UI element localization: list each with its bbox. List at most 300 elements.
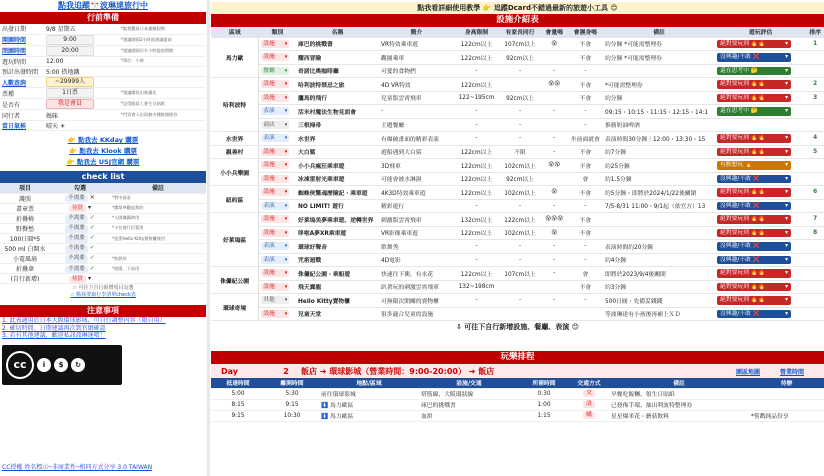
mode-dropdown[interactable]: 交 <box>583 390 595 398</box>
eval-dropdown[interactable]: 絕對要玩到 🔥🔥 ▾ <box>717 229 791 238</box>
schedule-facility[interactable]: 庫巴的挑戰書 <box>419 399 519 410</box>
wet-info <box>568 307 603 321</box>
type-dropdown[interactable]: 設施 ▾ <box>261 148 289 156</box>
checklist-note: *扭蛋Hello Kitty賣物櫃使用 <box>110 233 206 243</box>
dizzy-rating <box>541 51 568 65</box>
prep-note: *門票會入出同無多種餘額理券 <box>119 110 206 120</box>
checklist-link[interactable]: ☆ 點我要取行李清單check表 <box>70 292 136 299</box>
eval-dropdown[interactable]: 沒興趣/不敢 ❌ ▾ <box>717 53 791 62</box>
prep-note: *建議購買出來優先 <box>119 88 206 99</box>
prep-value[interactable]: 20:00 <box>46 46 94 56</box>
notice-item[interactable]: 1. 此表適用於日本大阪環球影城，可自行調整內容（限自用） <box>2 317 166 325</box>
prep-value[interactable]: 1日票 <box>46 88 94 98</box>
dizzy-rating: - <box>541 145 568 159</box>
prep-row <box>0 110 206 120</box>
buy-link-row <box>0 135 206 146</box>
attraction-row <box>211 294 824 308</box>
type-dropdown[interactable]: 設施 ▾ <box>261 188 289 196</box>
prep-value[interactable]: 晴天 ☀ <box>46 122 66 130</box>
attraction-intro: 有爆破畫面的精彩表演 <box>379 132 454 146</box>
attraction-name: NO LIMIT! 遊行 <box>296 199 379 213</box>
check-icon: ✓ <box>89 244 95 252</box>
attraction-name: 飛天翼龍 <box>296 280 379 294</box>
left-panel <box>0 0 206 476</box>
schedule-note[interactable]: 已發佈手環、抽出利波特整理券 <box>609 399 749 410</box>
attraction-note: 等波琳達有小孩後再補上ＸＤ <box>603 307 715 321</box>
attraction-intro: 歌舞秀 <box>379 240 454 254</box>
order-number <box>806 307 824 321</box>
type-cell[interactable] <box>259 159 296 173</box>
opening-hours-link[interactable]: 營業時間 <box>779 368 804 376</box>
parent-height: - <box>499 253 540 267</box>
checklist-item: 畫章票 <box>0 203 50 213</box>
notice-list <box>0 317 206 339</box>
wet-info: - <box>568 253 603 267</box>
buy-ticket-link[interactable]: 👉 點我去 KKday 購票 <box>67 135 139 144</box>
type-dropdown[interactable]: 表演 ▾ <box>261 134 289 142</box>
arrive-time[interactable]: 8:15 <box>211 399 265 410</box>
dizzy-rating: - <box>541 64 568 78</box>
buy-link-row <box>0 157 206 168</box>
attraction-row <box>211 213 824 227</box>
attraction-row <box>211 91 824 105</box>
height-limit: 122cm以上 <box>454 159 500 173</box>
attraction-intro: 觀園乘車 <box>379 51 454 65</box>
type-dropdown[interactable]: 設施 ▾ <box>261 283 289 291</box>
type-cell[interactable] <box>259 199 296 213</box>
eval-dropdown[interactable]: 有點想玩 🔥 ▾ <box>717 161 791 170</box>
cc-logo-icon: cc <box>6 351 34 379</box>
prep-value-cell[interactable] <box>44 67 119 77</box>
attractions-header-cell: 名稱 <box>296 27 379 37</box>
parent-height: - <box>499 199 540 213</box>
eval-dropdown[interactable]: 絕對要玩到 🔥🔥 ▾ <box>717 134 791 143</box>
attraction-name: 鷹馬的飛行 <box>296 91 379 105</box>
wet-info: - <box>568 294 603 308</box>
leave-time[interactable]: 10:30 <box>265 410 319 421</box>
type-cell[interactable] <box>259 91 296 105</box>
schedule-area[interactable]: 🚺 馬力歐區 <box>319 399 419 410</box>
prep-value-cell[interactable] <box>44 99 119 110</box>
parent-height: 92cm以上 <box>499 51 540 65</box>
parent-height: 92cm以上 <box>499 91 540 105</box>
dizzy-rating: 😵 <box>541 226 568 240</box>
prep-value[interactable]: ~29999人 <box>46 77 94 87</box>
wet-info: 不會 <box>568 186 603 200</box>
checklist-title: check list <box>0 171 206 183</box>
type-dropdown[interactable]: 設施 ▾ <box>261 175 289 183</box>
wet-info: - <box>568 105 603 119</box>
eval-dropdown[interactable]: 絕對要玩到 🔥🔥 ▾ <box>717 296 791 305</box>
schedule-header-cell: 設施/交通 <box>419 378 519 388</box>
checklist-status-cell[interactable] <box>50 233 110 243</box>
prep-value-cell[interactable] <box>44 77 119 88</box>
type-cell[interactable] <box>259 267 296 281</box>
attraction-note: 表演時間約20分鐘 <box>603 240 715 254</box>
attractions-header-cell: 會量嗎 <box>541 27 568 37</box>
prep-value[interactable]: 媽咪 <box>46 112 59 120</box>
checklist-footer: ☆ 可往下自行新增項目勾選 <box>72 285 134 292</box>
checklist-note <box>110 274 206 284</box>
attractions-footer: ⇩ 可往下自行新增設施、餐廳、表演 😊 <box>455 323 580 331</box>
type-dropdown[interactable]: 商店 ▾ <box>261 121 289 129</box>
dizzy-rating <box>541 172 568 186</box>
schedule-facility[interactable]: 塔筋線、大阪環狀線 <box>419 388 519 399</box>
type-dropdown[interactable]: 表演 ▾ <box>261 256 289 264</box>
schedule-note[interactable]: 星星爆米花・蘑菇飲料 <box>609 410 749 421</box>
type-cell[interactable] <box>259 64 296 78</box>
eval-dropdown[interactable]: 絕對要玩到 🔥🔥 ▾ <box>717 148 791 157</box>
checklist-header-cell: 勾選 <box>50 183 110 193</box>
prep-note <box>119 77 206 88</box>
prep-row <box>0 45 206 56</box>
attraction-name: 好萊塢美夢乘車遊、逆轉世界 <box>296 213 379 227</box>
eval-dropdown[interactable]: 絕對要玩到 🔥🔥 ▾ <box>717 80 791 89</box>
mode-dropdown[interactable]: 購 <box>583 412 595 420</box>
area-name: 紐約區 <box>211 186 259 213</box>
prep-label[interactable]: 閉園時間 <box>0 45 44 56</box>
park-map-link[interactable]: 園區地圖 <box>735 368 760 376</box>
wet-info: 會 <box>568 172 603 186</box>
checklist-status[interactable]: 不需要 <box>65 215 88 223</box>
notice-item[interactable]: 2. 確切時間、日期建議再次到官網確認 <box>2 324 106 332</box>
tutorial-banner[interactable]: 點我看詳細使用教學 👉 追蹤Dcard不錯過最新的旅遊小工具 😊 <box>211 2 824 14</box>
checklist-header-cell: 項目 <box>0 183 50 193</box>
duration: 1:00 <box>519 399 569 410</box>
type-dropdown[interactable]: 表演 ▾ <box>261 202 289 210</box>
eval-dropdown[interactable]: 沒興趣/不敢 ❌ ▾ <box>717 256 791 265</box>
schedule-facility[interactable]: 血拼 <box>419 410 519 421</box>
attraction-name: 三根掃帚 <box>296 118 379 132</box>
attraction-intro: 4D VR特效 <box>379 78 454 92</box>
eval-cell[interactable] <box>715 240 806 254</box>
checklist-note: *購票參觀是我的 <box>110 203 206 213</box>
check-icon: ✓ <box>89 224 95 232</box>
schedule-note[interactable]: 早餐吃飯糰、領生日貼紙 <box>609 388 749 399</box>
attraction-name: 侏儸紀公園・乘船遊 <box>296 267 379 281</box>
wet-info: 會 <box>568 267 603 281</box>
checklist-status[interactable]: 待買 <box>69 205 86 213</box>
follow-link[interactable]: 點我追蹤🎌波琳達旅行中 <box>58 1 148 10</box>
checklist-note: *卡位遊行位置用 <box>110 223 206 233</box>
notice-item[interactable]: 3. 若有其他建議，歡迎私訊波琳達唷！ <box>2 331 106 339</box>
eval-cell[interactable] <box>715 199 806 213</box>
eval-cell[interactable] <box>715 280 806 294</box>
checklist-status-cell[interactable] <box>50 193 110 203</box>
checklist-header <box>0 183 206 193</box>
prep-label[interactable]: 開園時間 <box>0 34 44 45</box>
order-number <box>806 294 824 308</box>
leave-time[interactable]: 9:15 <box>265 399 319 410</box>
checklist-status[interactable]: 不需要 <box>65 245 88 253</box>
eval-cell[interactable] <box>715 145 806 159</box>
checklist-row <box>0 264 206 274</box>
dizzy-rating: - <box>541 105 568 119</box>
type-cell[interactable] <box>259 172 296 186</box>
area-name: 好萊塢區 <box>211 213 259 267</box>
dizzy-rating <box>541 307 568 321</box>
eval-cell[interactable] <box>715 213 806 227</box>
wet-info: 不會 <box>568 145 603 159</box>
attraction-intro: 趴著玩的刺激雲霄飛車 <box>379 280 454 294</box>
checklist-status-cell[interactable] <box>50 264 110 274</box>
prep-value[interactable]: 9/8 星期五 <box>46 26 76 34</box>
eval-dropdown[interactable]: 還在思考中 🤔 ▾ <box>717 67 791 76</box>
eval-cell[interactable] <box>715 172 806 186</box>
type-cell[interactable] <box>259 280 296 294</box>
day-label: Day <box>221 366 239 376</box>
eval-dropdown[interactable]: 絕對要玩到 🔥🔥 ▾ <box>717 283 791 292</box>
type-cell[interactable] <box>259 118 296 132</box>
eval-dropdown[interactable]: 絕對要玩到 🔥🔥 ▾ <box>717 94 791 103</box>
type-dropdown[interactable]: 設施 ▾ <box>261 53 289 61</box>
wet-info: - <box>568 199 603 213</box>
attraction-note: 約5分鐘・即將於2024/1/22後關閉 <box>603 186 715 200</box>
order-number: 1 <box>806 37 824 51</box>
eval-dropdown[interactable]: 絕對要玩到 🔥🔥 ▾ <box>717 188 791 197</box>
type-dropdown[interactable]: 設施 ▾ <box>261 94 289 102</box>
parent-height: 107cm以上 <box>499 37 540 51</box>
schedule-todo[interactable] <box>749 399 824 410</box>
eval-cell[interactable] <box>715 64 806 78</box>
attraction-row <box>211 159 824 173</box>
eval-dropdown[interactable]: 還在思考中 🤔 ▾ <box>717 107 791 116</box>
arrive-time[interactable]: 9:15 <box>211 410 265 421</box>
prep-label[interactable]: 人數查詢 <box>0 77 44 88</box>
prep-value-cell[interactable] <box>44 120 119 130</box>
type-dropdown[interactable]: 其他 ▾ <box>261 296 289 304</box>
prep-row <box>0 56 206 66</box>
checklist-item: (自行新增) <box>0 274 50 284</box>
checklist-status-cell[interactable] <box>50 244 110 254</box>
cc-license-link[interactable]: CC授權 姓名標示─非商業性─相同方式分享 3.0 TAIWAN <box>2 464 153 471</box>
type-cell[interactable] <box>259 253 296 267</box>
prep-label[interactable]: 當日氣候 <box>0 120 44 130</box>
type-cell[interactable] <box>259 78 296 92</box>
checklist-note: *遮陽、下雨用 <box>110 264 206 274</box>
order-number: 4 <box>806 132 824 146</box>
type-dropdown[interactable]: 設施 ▾ <box>261 215 289 223</box>
type-dropdown[interactable]: 表演 ▾ <box>261 242 289 250</box>
wet-info: - <box>568 240 603 254</box>
prep-row <box>0 99 206 110</box>
attraction-name: Hello Kitty賣物櫃 <box>296 294 379 308</box>
height-limit: 122cm以上 <box>454 78 500 92</box>
area-name: 馬力歐 <box>211 37 259 78</box>
type-cell[interactable] <box>259 145 296 159</box>
attraction-name: 哆啦A夢XR乘車遊 <box>296 226 379 240</box>
type-cell[interactable] <box>259 294 296 308</box>
eval-cell[interactable] <box>715 226 806 240</box>
wet-info: 坐前面就會 <box>568 132 603 146</box>
eval-dropdown[interactable]: 沒興趣/不敢 ❌ ▾ <box>717 175 791 184</box>
dizzy-rating: 😵😵 <box>541 159 568 173</box>
checklist-status-cell[interactable] <box>50 274 110 284</box>
type-dropdown[interactable]: 餐廳 ▾ <box>261 67 289 75</box>
attraction-note: 約4分鐘 <box>603 253 715 267</box>
eval-dropdown[interactable]: 沒興趣/不敢 ❌ ▾ <box>717 242 791 251</box>
schedule-table <box>211 378 824 422</box>
type-dropdown[interactable]: 設施 ▾ <box>261 40 289 48</box>
eval-cell[interactable] <box>715 51 806 65</box>
attraction-note <box>603 213 715 227</box>
checklist-note: *防熱用 <box>110 254 206 264</box>
prep-value[interactable]: 5:00 搭地鐵 <box>46 69 80 77</box>
eval-cell[interactable] <box>715 186 806 200</box>
height-limit: 122cm以上 <box>454 145 500 159</box>
eval-cell[interactable] <box>715 132 806 146</box>
checklist-status-cell[interactable] <box>50 223 110 233</box>
wet-info: 不會 <box>568 213 603 227</box>
checklist-row <box>0 203 206 213</box>
prep-label: 票種 <box>0 88 44 99</box>
attraction-row <box>211 226 824 240</box>
eval-cell[interactable] <box>715 159 806 173</box>
eval-cell[interactable] <box>715 37 806 51</box>
schedule-row <box>211 399 824 410</box>
eval-cell[interactable] <box>715 91 806 105</box>
cc-nc-icon: $ <box>54 358 68 372</box>
checklist-row <box>0 244 206 254</box>
attraction-row <box>211 145 824 159</box>
eval-dropdown[interactable]: 絕對要玩到 🔥🔥 ▾ <box>717 269 791 278</box>
prep-value-cell[interactable] <box>44 34 119 45</box>
dizzy-rating: - <box>541 132 568 146</box>
type-cell[interactable] <box>259 105 296 119</box>
attractions-header-cell: 區域 <box>211 27 259 37</box>
checklist-status[interactable]: 不需要 <box>65 266 88 274</box>
eval-cell[interactable] <box>715 105 806 119</box>
checklist-status-cell[interactable] <box>50 213 110 223</box>
schedule-todo[interactable] <box>749 388 824 399</box>
eval-dropdown[interactable]: 沒興趣/不敢 ❌ ▾ <box>717 202 791 211</box>
type-cell[interactable] <box>259 307 296 321</box>
eval-cell[interactable] <box>715 78 806 92</box>
prep-value[interactable]: 我是會員 <box>46 99 94 109</box>
prep-value[interactable]: 12:00 <box>46 57 64 65</box>
parent-height: 122cm以上 <box>499 213 540 227</box>
prep-value[interactable]: 9:00 <box>46 35 94 45</box>
attraction-note <box>603 64 715 78</box>
checklist-status-cell[interactable] <box>50 254 110 264</box>
buy-ticket-link[interactable]: 👉 點我去 USJ官網 購票 <box>66 157 140 166</box>
attraction-row <box>211 118 824 132</box>
checklist-status[interactable]: 不需要 <box>65 225 88 233</box>
mode-dropdown[interactable]: 設 <box>583 401 595 409</box>
height-limit: - <box>454 132 500 146</box>
arrive-time[interactable]: 5:00 <box>211 388 265 399</box>
schedule-area[interactable]: 前往環球影城 <box>319 388 419 399</box>
type-cell[interactable] <box>259 37 296 51</box>
checklist-status[interactable]: 不需要 <box>65 195 88 203</box>
eval-cell[interactable] <box>715 118 806 132</box>
height-limit: 122cm以上 <box>454 51 500 65</box>
eval-cell[interactable] <box>715 307 806 321</box>
prep-value-cell[interactable] <box>44 88 119 99</box>
prep-note: *建議開園2小時前建議提前 <box>119 34 206 45</box>
height-limit: - <box>454 294 500 308</box>
eval-cell[interactable] <box>715 294 806 308</box>
prep-note: *單位：小時 <box>119 56 206 66</box>
cc-by-icon: i <box>37 358 51 372</box>
attraction-name: 咒術迴戰 <box>296 253 379 267</box>
height-limit: - <box>454 105 500 119</box>
leave-time[interactable]: 5:30 <box>265 388 319 399</box>
dizzy-rating: 😵 <box>541 186 568 200</box>
dropdown-arrow-icon: ▾ <box>87 274 91 282</box>
checklist-status-cell[interactable] <box>50 203 110 213</box>
prep-value-cell[interactable] <box>44 45 119 56</box>
height-limit: 122cm以上 <box>454 226 500 240</box>
attraction-name: 活米村魔法生物見面會 <box>296 105 379 119</box>
type-cell[interactable] <box>259 186 296 200</box>
parent-height: - <box>499 64 540 78</box>
schedule-area[interactable]: 🚺 馬力歐區 <box>319 410 419 421</box>
mode-cell[interactable] <box>569 388 609 399</box>
schedule-todo[interactable]: *嘗戳純品份享 <box>749 410 824 421</box>
checklist-status[interactable]: 不需要 <box>65 235 88 243</box>
type-dropdown[interactable]: 設施 ▾ <box>261 80 289 88</box>
eval-cell[interactable] <box>715 267 806 281</box>
type-dropdown[interactable]: 設施 ▾ <box>261 310 289 318</box>
attraction-note: 約分鐘 *可能需整理券 <box>603 37 715 51</box>
area-name: 小小兵樂園 <box>211 159 259 186</box>
eval-dropdown[interactable]: 絕對要玩到 🔥🔥 ▾ <box>717 40 791 49</box>
parent-height: 107cm以上 <box>499 267 540 281</box>
right-panel <box>211 0 824 476</box>
order-number <box>806 280 824 294</box>
eval-cell[interactable] <box>715 253 806 267</box>
type-cell[interactable] <box>259 240 296 254</box>
type-cell[interactable] <box>259 132 296 146</box>
checklist-status[interactable]: 待買 <box>69 276 86 284</box>
schedule-row <box>211 410 824 421</box>
buy-ticket-link[interactable]: 👉 點我去 Klook 購票 <box>69 146 137 155</box>
order-number: 7 <box>806 213 824 227</box>
type-dropdown[interactable]: 設施 ▾ <box>261 229 289 237</box>
eval-dropdown[interactable]: 絕對要玩到 🔥🔥 ▾ <box>717 215 791 224</box>
prep-value-cell[interactable] <box>44 56 119 66</box>
type-cell[interactable] <box>259 226 296 240</box>
type-dropdown[interactable]: 設施 ▾ <box>261 269 289 277</box>
column-divider <box>207 0 210 476</box>
checklist-status[interactable]: 不需要 <box>65 255 88 263</box>
wet-info: 不會 <box>568 91 603 105</box>
cc-tag: SA <box>24 391 33 399</box>
prep-value-cell[interactable] <box>44 110 119 120</box>
day-number[interactable]: 2 <box>283 366 289 376</box>
type-dropdown[interactable]: 設施 ▾ <box>261 161 289 169</box>
parent-height <box>499 280 540 294</box>
dizzy-rating: - <box>541 199 568 213</box>
mode-cell[interactable] <box>569 399 609 410</box>
prep-row <box>0 88 206 99</box>
cc-license-badge[interactable] <box>2 345 122 385</box>
prep-value-cell[interactable] <box>44 24 119 34</box>
prep-label: 預計出發時間 <box>0 67 44 77</box>
checklist-row <box>0 274 206 284</box>
attractions-header-cell: 會濕身嗎 <box>568 27 603 37</box>
eval-dropdown[interactable]: 沒興趣/不敢 ❌ ▾ <box>717 310 791 319</box>
attraction-intro: VR影像乘車遊 <box>379 226 454 240</box>
mode-cell[interactable] <box>569 410 609 421</box>
day-row <box>211 364 824 378</box>
type-cell[interactable] <box>259 213 296 227</box>
type-dropdown[interactable]: 表演 ▾ <box>261 107 289 115</box>
attraction-note: 約3分鐘 <box>603 280 715 294</box>
order-number: 3 <box>806 91 824 105</box>
type-cell[interactable] <box>259 51 296 65</box>
